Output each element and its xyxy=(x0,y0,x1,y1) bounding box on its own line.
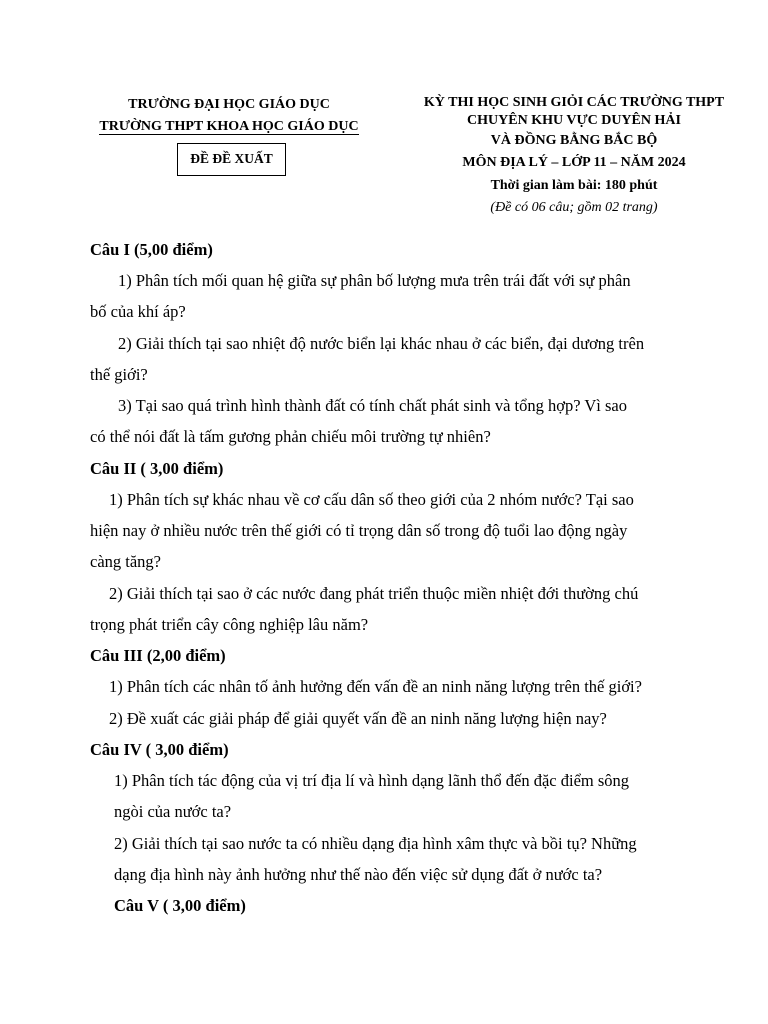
question-1-title: Câu I (5,00 điểm) xyxy=(90,240,213,259)
question-4-title: Câu IV ( 3,00 điểm) xyxy=(90,740,229,759)
question-2-part-2-line-2: trọng phát triển cây công nghiệp lâu năm? xyxy=(90,615,369,634)
exam-page-note: (Đề có 06 câu; gồm 02 trang) xyxy=(490,200,658,215)
exam-subtitle-region: CHUYÊN KHU VỰC DUYÊN HẢI xyxy=(467,113,681,128)
exam-subject: MÔN ĐỊA LÝ – LỚP 11 – NĂM 2024 xyxy=(462,155,686,170)
question-1-part-2-line-2: thế giới? xyxy=(90,365,148,384)
question-2-part-2-line-1: 2) Giải thích tại sao ở các nước đang phát triển thuộc miền nhiệt đới thường chú xyxy=(109,584,639,603)
question-2-part-1-line-3: càng tăng? xyxy=(90,552,162,571)
exam-subtitle-delta: VÀ ĐỒNG BẰNG BẮC BỘ xyxy=(490,133,658,148)
question-1-part-2-line-1: 2) Giải thích tại sao nhiệt độ nước biển lại khác nhau ở các biển, đại dương trên xyxy=(118,334,645,353)
exam-title: KỲ THI HỌC SINH GIỎI CÁC TRƯỜNG THPT xyxy=(423,95,725,110)
question-1-part-3-line-1: 3) Tại sao quá trình hình thành đất có tính chất phát sinh và tổng hợp? Vì sao xyxy=(118,396,627,415)
question-4-part-1-line-2: ngòi của nước ta? xyxy=(114,802,232,821)
exam-duration: Thời gian làm bài: 180 phút xyxy=(490,178,658,193)
question-2-part-1-line-1: 1) Phân tích sự khác nhau về cơ cấu dân số theo giới của 2 nhóm nước? Tại sao xyxy=(109,490,634,509)
question-4-part-2-line-1: 2) Giải thích tại sao nước ta có nhiều dạng địa hình xâm thực và bồi tụ? Những xyxy=(114,834,637,853)
question-3-part-2: 2) Đề xuất các giải pháp để giải quyết vấn đề an ninh năng lượng hiện nay? xyxy=(109,709,607,728)
question-2-title: Câu II ( 3,00 điểm) xyxy=(90,459,224,478)
question-1-part-1-line-1: 1) Phân tích mối quan hệ giữa sự phân bố lượng mưa trên trái đất với sự phân xyxy=(118,271,631,290)
question-3-part-1: 1) Phân tích các nhân tố ảnh hưởng đến vấn đề an ninh năng lượng trên thế giới? xyxy=(109,677,642,696)
question-5-title: Câu V ( 3,00 điểm) xyxy=(114,896,246,915)
question-2-part-1-line-2: hiện nay ở nhiều nước trên thế giới có tỉ trọng dân số trong độ tuổi lao động ngày xyxy=(90,521,628,540)
question-3-title: Câu III (2,00 điểm) xyxy=(90,646,226,665)
school-name-university: TRƯỜNG ĐẠI HỌC GIÁO DỤC xyxy=(128,97,330,112)
proposal-label-box: ĐỀ ĐỀ XUẤT xyxy=(177,143,286,176)
question-1-part-1-line-2: bố của khí áp? xyxy=(90,302,186,321)
question-4-part-1-line-1: 1) Phân tích tác động của vị trí địa lí và hình dạng lãnh thổ đến đặc điểm sông xyxy=(114,771,630,790)
school-name-highschool-text: TRƯỜNG THPT KHOA HỌC GIÁO DỤC xyxy=(99,119,359,134)
question-1-part-3-line-2: có thể nói đất là tấm gương phản chiếu môi trường tự nhiên? xyxy=(90,427,491,446)
school-name-highschool xyxy=(82,118,376,136)
question-4-part-2-line-2: dạng địa hình này ảnh hưởng như thế nào đến việc sử dụng đất ở nước ta? xyxy=(114,865,603,884)
